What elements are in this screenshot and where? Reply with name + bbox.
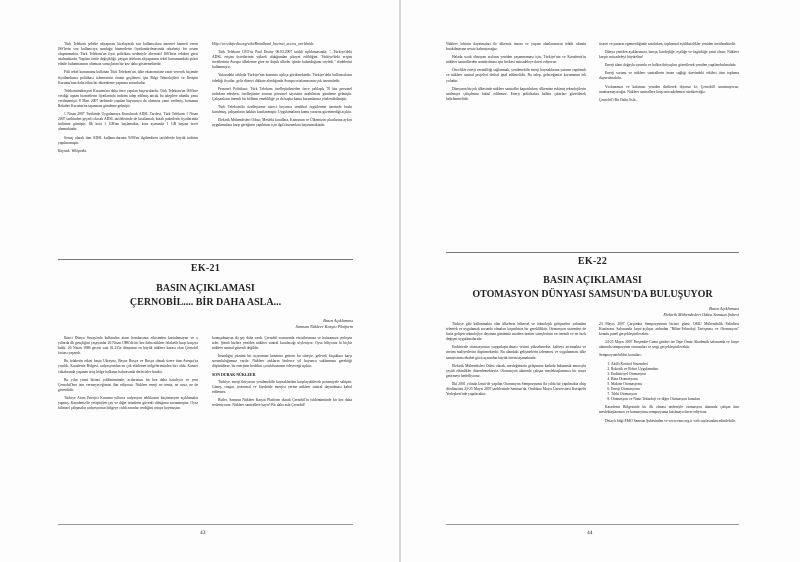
- paragraph: Fiili tekel konumunu kullanan Türk Telekom'un, ülke ekonomisine zarar verecek biçimde fiyatlandırma politikası izlemesinin önüne geçilmesi için Bilgi Teknolojileri ve İletişim Kurumu'nun daha etkin bir düzenleme yapması zorunludur.: [58, 70, 198, 85]
- page-number: 44: [587, 530, 593, 536]
- list-item: 4. Bina Otomasyonu: [611, 377, 739, 382]
- footer-rule: [58, 524, 353, 525]
- paragraph: Sonuç olarak tüm ADSL kullanıcılarının %90'ını ilgilendiren tarifelerde büyük indirim yapılmamıştır.: [58, 135, 198, 145]
- paragraph: Personel Politikası; Türk Telekom özelleştirilmeden önce yaklaşık 70 bin personel istihdam ederken, özelleştirme sonrası personel sayısının azaltılması gündeme gelmiştir. Çalışanların önemli bir bölümü emekliliğe ya da başka kamu kurumlarına yönlendirilmiştir.: [212, 86, 352, 101]
- annex-label: EK-21: [190, 263, 221, 274]
- paragraph: Yukarıdaki tabloda Türkiye'nin konumu açıkça görülmektedir. Türkiye'deki kullanıcıların ödediği fiyatlar, gelir düzeyi dikkate alındığında Avrupa ortalamasının çok üzerindedir.: [212, 73, 352, 83]
- right-top-left-column: [446, 42, 586, 242]
- paragraph: İkinci Dünya Savaşı'nda kullanılan atom bombasının etkisinden kurtulamayan ve o yıllarda ilk gençliğini yaşayanlar 26 Nisan 1986'da bir kez daha nükleer felaketle karşı karşıya kaldı. 26 Nisan 1986 gecesi saat 01.23'te dünyanın en büyük nükleer kazası olan Çernobil faciası yaşandı.: [58, 336, 198, 356]
- paragraph: Türk Telekom şebeke altyapısını kiralayarak son kullanıcılara internet hizmeti veren ISS'lerin son kullanıcıya sunduğu hizmetlerin fiyatlandırılmasında rekabetçi bir ortam oluşmamakta, Türk Telekom'un fiyat politikası nedeniyle alternatif ISS'lerin rekabet gücü azalmaktadır. Yapılan tarife değişikliği, yaygın telekom altyapısının tekel konumundaki şirket elinde bulunmasının olumsuz sonuçlarını bir kez daha göstermektedir.: [58, 42, 198, 67]
- source-note: Kaynak: Wikipedia.: [58, 148, 88, 153]
- footer-rule: [446, 524, 739, 525]
- title-line: ÇERNOBİL.... BİR DAHA ASLA...: [129, 297, 282, 308]
- paragraph: İnsanlığın yüzünü bir uçurumun kenarına getiren bu süreçte, gelecek kuşaklara karşı sorumluluğumuz vardır. Nükleer atıkların binlerce yıl boyunca saklanması gerektiği düşünülürse, bu enerjinin bedelini çocuklarımızın ödeyeceği açıktır.: [212, 354, 352, 369]
- byline: [599, 306, 739, 318]
- paragraph: İlki 2001 yılında İzmir'de yapılan Otomasyon Sempozyumu iki yılda bir yapılmakta olup dördüncüsü 23-25 Mayıs 2007 tarihlerinde Samsun'da, Ondokuz Mayıs Üniversitesi Kurupelit Yerleşkesi'nde yapılacaktır.: [446, 381, 586, 397]
- list-item: 8. Otomasyon ve Nano Teknoloji ve diğer Otomasyon konuları: [611, 397, 739, 402]
- page-number: 43: [200, 530, 206, 536]
- closing-line: Çernobil'i Bir Daha Asla...: [599, 97, 639, 102]
- paragraph: Elektrik Mühendisleri Odası; Mesleki kurallara, Kamunun ve Ülkemizin çıkarlarına aykırı uygulamalara karşı gereğinin yapılması için ilgili kurumlara başvurmaktadır.: [212, 118, 352, 128]
- paragraph: Dünya yeniden aşıklarımıza, barışa, kardeşliğe, eşitliğe ve özgürlüğe yanıt olsun; Nükleer karşıtı mücadeleyi büyütelim!: [599, 50, 739, 60]
- left-bottom-right-column: [212, 336, 352, 518]
- paragraph: Enerji sorunu ve nükleer santrallerin insan sağlığı üzerindeki etkileri tüm topluma duyurulmalıdır.: [599, 71, 739, 81]
- subheading: SON DURAK NÜKLEER: [212, 372, 256, 377]
- paragraph: ticaret ve pazarın egemenliğinde sanılırken, toplumsal eşitliksizlikler yeniden üretilmektedir.: [599, 42, 736, 46]
- paragraph: Karadeniz Bölgesinde bir ilk olması nedeniyle otomasyon alanında çalışan tüm meslektaşlarımızı ve kamuoyunu sempozyuma katılmaya davet ediyoruz.: [599, 405, 739, 415]
- list-item: 3. Endüstriyel Otomasyon: [611, 372, 739, 377]
- paragraph: Telekomünikasyon Kurumu'na daha önce yapılan başvurularda, Türk Telekom'un İSS'lere verdiği toptan hizmetlerin fiyatlarında indirim talep edilmiş ancak bu taleplere olumlu yanıt verilmemişti. 8 Mart 2007 tarihinde yapılan başvuruya da olumsuz yanıt verilmiş, konunun Rekabet Kurumu'na taşınması gündeme gelmişti.: [58, 88, 198, 109]
- paragraph: Halada sıcak olmayan acıların yeniden yaşanmaması için, Türkiye'nin ve Karadeniz'in nükleer santrallerden arındırılması için herkesi mücadeleye davet ediyoruz.: [446, 55, 586, 65]
- byline: [212, 318, 353, 330]
- section-title: [58, 282, 353, 310]
- paragraph: Türk Telekom'da özelleştirme süreci boyunca sendikal örgütlenme üzerinde baskı kurulmuş, çalışanların hakları kısıtlanmıştır. Uygulamaların kamu yararını gözetmediği açıktır.: [212, 104, 352, 115]
- reference-link[interactable]: Http://en.wikipedia.org/wiki/Broadband_Internet_access_worldwide: [212, 42, 314, 46]
- left-top-right-column: [212, 42, 352, 242]
- paragraph: 24-25 Mayıs 2007 Perşembe-Cuma günleri ise Tepe Ömür Akademik salonunda ve fuaye alanında sempozyum oturumları ve sergi gerçekleştirilecektir.: [599, 340, 739, 350]
- topic-list: [599, 362, 739, 403]
- title-line: BASIN AÇIKLAMASI: [543, 275, 642, 286]
- paragraph: Türk Telekom CEO'su Paul Doany 06.03.2007 tarihli açıklamasında; "...Türkiye'deki ADSL erişim ücretlerinin yüksek olduğundan şikayet edildiğini, Türkiye'deki erişim ücretlerinin Avrupa ülkelerine göre en düşük ülkeler içinde bulunduğunu söyledi." ifadelerini kullanmıştır.: [212, 50, 352, 70]
- contact-info: Detaylı bilgi EMO Samsun Şubesinden ve www.emo.org.tr web sayfasından edinilebilir.: [605, 418, 736, 423]
- left-page: [0, 0, 399, 562]
- paragraph: Endüstride otomasyonun yaygınlaştırılması verimi yükseltmekte, kaliteyi artırmakta ve üretim maliyetlerini düşürmektedir. Bu alandaki gelişmelerin izlenmesi ve uygulanması ülke sanayisinin rekabet gücü açısından büyük önem taşımaktadır.: [446, 345, 586, 360]
- right-top-right-column: [599, 42, 739, 242]
- paragraph: Enerji alanı doğayla uyumlu ve halkın ihtiyaçları gözetilerek yeniden yapılandırılmalıdır.: [605, 63, 737, 68]
- paragraph: konuşulmayan iki şey daha vardı. Çernobil sonrasında vücutlarımıza ve hafızamıza yerleşen izler. Şimdi bizlere yeniden nükleer santral kurulacağı söyleniyor. Oysa biliyoruz ki hiçbir nükleer santral güvenli değildir.: [212, 336, 352, 351]
- section-divider: [446, 252, 739, 253]
- paragraph: Bu yılın yirmi birinci yıldönümünde, acılarımızı bir kez daha hatırlıyor ve yeni Çernobil'lere izin vermeyeceğimizi ilan ediyoruz. Nükleer enerji ne temiz, ne ucuz, ne de güvenlidir.: [58, 377, 198, 392]
- byline-author: Samsun Nükleer Karşıtı Platform: [295, 324, 353, 329]
- paragraph: Türkiye gibi kalkınmakta olan ülkelerin bilimsel ve teknolojik gelişmeleri yakından izlemek ve uygulamak zorunda olmaları kaçınılmaz bir gerekliliktir. Otomasyon sistemleri de hızla gelişen teknolojiye dayanan günümüz modern üretim süreçlerinin en önemli ve en hızlı değişen uygulamalarıdır.: [446, 322, 586, 342]
- section-divider: [58, 259, 353, 260]
- list-item: 2. Robotik ve Robot Uygulamaları: [611, 367, 739, 372]
- title-line: OTOMASYON DÜNYASI SAMSUN'DA BULUŞUYOR: [472, 289, 713, 300]
- paragraph: Öncelikle enerji verimliliği sağlanmalı, yenilenebilir enerji kaynaklarına yatırım yapılmalı ve nükleer santral projeleri derhal iptal edilmelidir. Bu talep, geleceğimizi korumanın tek yoludur.: [446, 68, 586, 83]
- list-intro: Sempozyum bildiri konuları:: [599, 353, 642, 358]
- paragraph: Dünyanın birçok ülkesinde nükleer santraller kapatılırken, ülkemize eskimiş teknolojilerin satılmaya çalışılması kabul edilemez. Enerji politikaları halkın çıkarları gözetilerek belirlenmelidir.: [446, 86, 586, 101]
- title-line: BASIN AÇIKLAMASI: [156, 283, 255, 294]
- paragraph: Türkiye Atom Enerjisi Kurumu yıllarca radyasyon tehlikesini küçümseyen açıklamalar yapmış, Karadeniz'de yetiştirilen çay ve diğer ürünlerin güvenli olduğunu savunmuştur. Oysa bilimsel çalışmalar radyasyonun bölgeye ciddi zararlar verdiğini ortaya koymuştur.: [58, 395, 198, 411]
- left-top-left-column: [58, 42, 198, 242]
- paragraph: 23 Mayıs 2007 Çarşamba Sempozyumun birinci günü; OMÜ Mühendislik Fakültesi Konferans Salonunda kayıt-açılışın ardından "Bilim-Teknoloji Tartışması ve Otomasyon" konulu panel gerçekleştirilecektir.: [599, 322, 739, 337]
- list-item: 6. Enerji Otomasyonu: [611, 387, 739, 392]
- paragraph: Elektrik Mühendisleri Odası olarak, mesleğimizin gelişimine katkıda bulunmak amacıyla çeşitli etkinlikler düzenlemekteyiz. Otomasyon alanında çalışan meslektaşlarımızı bir araya getirmeyi hedefliyoruz.: [446, 363, 586, 378]
- paragraph: Vicdanımızı ve kafamızı yeniden dirilterek diyoruz ki; Çernobil'i unutmuyoruz, unutturmayacağız. Nükleer santrallere karşı mücadelemizi sürdüreceğiz.: [599, 84, 739, 94]
- section-title: [446, 274, 739, 302]
- right-page: [401, 0, 800, 562]
- list-item: 5. Makine Otomasyonu: [611, 382, 739, 387]
- byline-type: Basın Açıklaması: [709, 306, 739, 311]
- paragraph: Bizler, Samsun Nükleer Karşıtı Platform olarak Çernobil'in yıldönümünde bir kez daha sesleniyoruz: Nükleer santrallere hayır! Bir daha asla Çernobil!: [212, 397, 352, 408]
- paragraph: 1 Nisan 2007 Tarihinde Uygulamaya Konulacak ADSL Tarifesi; Türk Telekom 1 Nisan 2007 tarihinden geçerli olacak ADSL tarifelerinde de kısıtlamalı, kotalı paketlerin fiyatlarında indirime gitmiştir. İlk kota 1 GB'tan başlamakta, kota aşımında 1 GB başına ücret alınmaktadır.: [58, 112, 198, 132]
- list-item: 1. Akıllı Kontrol Sistemleri: [611, 362, 739, 367]
- list-item: 7. Tıbbi Otomasyon: [611, 392, 739, 397]
- annex-label: EK-22: [577, 256, 608, 267]
- byline-type: Basın Açıklaması: [323, 318, 353, 323]
- right-bottom-right-column: [599, 322, 739, 518]
- paragraph: Nükleer lobinin dayatmaları ile ülkemiz insanı ve yaşam alanlarımızın tehdit altında bırakılmasına sessiz kalmayacağız.: [446, 42, 586, 52]
- right-bottom-left-column: [446, 322, 586, 518]
- byline-author: Elektrik Mühendisleri Odası Samsun Şubesi: [663, 312, 739, 317]
- paragraph: Türkiye, enerji ihtiyacını yenilenebilir kaynaklardan karşılayabilecek potansiyele sahiptir. Güneş, rüzgar, jeotermal ve biyokütle enerjisi yerine nükleer santral dayatılması kabul edilemez.: [212, 379, 352, 394]
- left-bottom-left-column: [58, 336, 198, 518]
- paragraph: Bu felaketin etkisi başta Ukrayna, Beyaz Rusya ve Rusya olmak üzere tüm Avrupa'ya yayıldı. Karadeniz Bölgesi, radyasyondan en çok etkilenen bölgelerimizden biri oldu. Kanser vakalarında yaşanan artış bölge halkının hafızasında derin izler bıraktı.: [58, 359, 198, 374]
